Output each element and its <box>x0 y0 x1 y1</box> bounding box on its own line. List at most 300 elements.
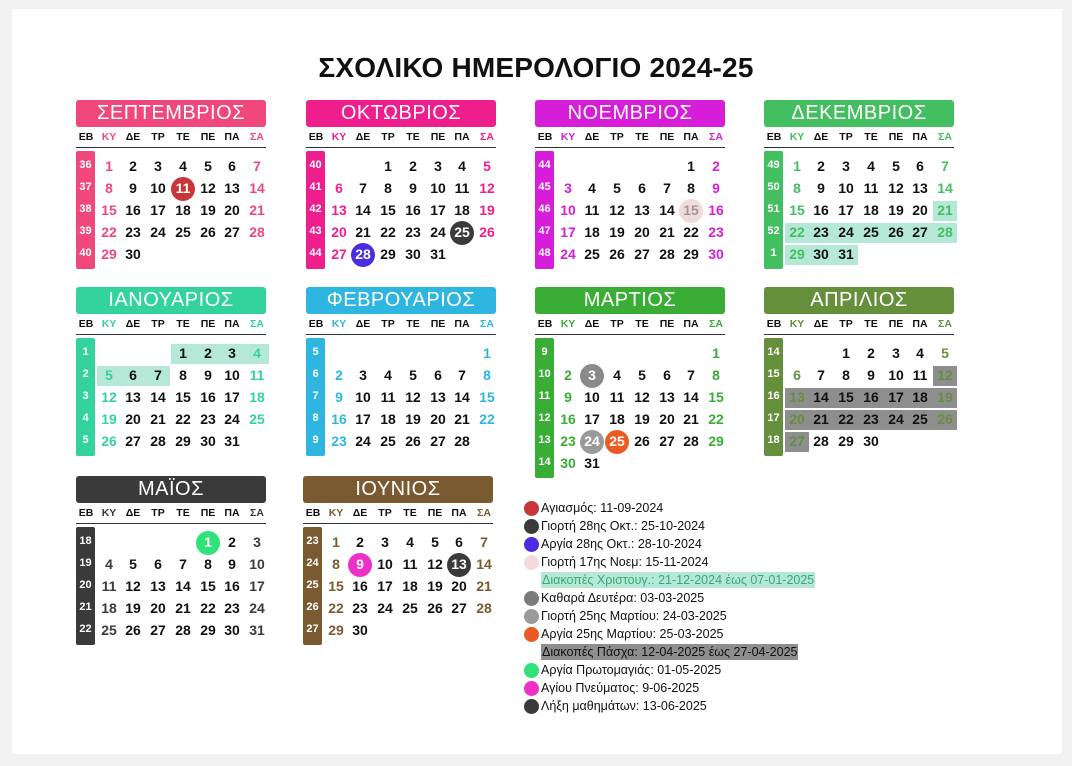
day-number: 21 <box>249 202 265 218</box>
month-dec <box>764 100 954 266</box>
month-header: ΟΚΤΩΒΡΙΟΣ <box>306 100 496 127</box>
day-number: 11 <box>402 556 418 572</box>
legend-label: Αργία 28ης Οκτ.: 28-10-2024 <box>541 537 702 551</box>
week-number: 48 <box>538 247 551 259</box>
day-number: 23 <box>405 224 421 240</box>
day-number: 2 <box>228 534 236 550</box>
day-grid <box>306 335 496 453</box>
weekday-label: ΤΡ <box>610 318 624 330</box>
day-number: 12 <box>405 389 421 405</box>
day-number: 1 <box>204 534 212 550</box>
day-grid <box>76 524 266 642</box>
day-number: 15 <box>683 202 699 218</box>
weekday-label: ΠΕ <box>427 507 443 519</box>
month-feb <box>306 287 496 453</box>
day-grid <box>76 148 266 266</box>
day-number: 22 <box>380 224 396 240</box>
month-header: ΜΑΡΤΙΟΣ <box>535 287 725 314</box>
day-number: 13 <box>224 180 240 196</box>
legend-dot-icon <box>524 501 539 516</box>
day-number: 7 <box>179 556 187 572</box>
day-number: 13 <box>912 180 928 196</box>
day-number: 11 <box>609 389 625 405</box>
day-number: 15 <box>200 578 216 594</box>
day-number: 30 <box>405 246 421 262</box>
day-number: 18 <box>584 224 600 240</box>
day-number: 27 <box>912 224 928 240</box>
day-number: 16 <box>224 578 240 594</box>
day-number: 27 <box>150 622 166 638</box>
week-number: 11 <box>538 390 551 402</box>
week-number: 44 <box>538 159 551 171</box>
day-number: 11 <box>454 180 470 196</box>
month-sep <box>76 100 266 266</box>
day-number: 3 <box>892 345 900 361</box>
weekday-label: ΔΕ <box>125 131 141 143</box>
legend-label: Καθαρά Δευτέρα: 03-03-2025 <box>541 591 705 605</box>
day-number: 24 <box>888 411 904 427</box>
day-number: 25 <box>609 433 625 449</box>
legend-dot-icon <box>524 591 539 606</box>
day-number: 8 <box>687 180 695 196</box>
week-number: 51 <box>767 203 780 215</box>
week-number: 23 <box>306 535 319 547</box>
week-number: 14 <box>767 346 780 358</box>
day-number: 2 <box>356 534 364 550</box>
week-number: 18 <box>79 535 92 547</box>
day-number: 21 <box>175 600 191 616</box>
day-number: 13 <box>331 202 347 218</box>
weekday-label: ΔΕ <box>584 318 600 330</box>
day-number: 30 <box>125 246 141 262</box>
day-number: 15 <box>101 202 117 218</box>
weekday-label: ΠΑ <box>912 318 928 330</box>
week-number: 42 <box>309 203 322 215</box>
month-header: ΔΕΚΕΜΒΡΙΟΣ <box>764 100 954 127</box>
day-number: 13 <box>634 202 650 218</box>
day-grid <box>764 335 954 453</box>
day-number: 10 <box>888 367 904 383</box>
day-number: 16 <box>352 578 368 594</box>
day-number: 7 <box>458 367 466 383</box>
day-number: 4 <box>916 345 924 361</box>
week-number: 52 <box>767 225 780 237</box>
week-number: 20 <box>79 579 92 591</box>
legend-dot-icon <box>524 609 539 624</box>
day-number: 23 <box>813 224 829 240</box>
day-number: 8 <box>105 180 113 196</box>
weekday-label: ΣΑ <box>250 507 264 519</box>
day-number: 10 <box>377 556 393 572</box>
day-number: 2 <box>712 158 720 174</box>
day-number: 7 <box>154 367 162 383</box>
day-number: 12 <box>125 578 141 594</box>
day-number: 16 <box>200 389 216 405</box>
day-number: 29 <box>101 246 117 262</box>
weekday-label: ΤΡ <box>151 507 165 519</box>
day-number: 15 <box>708 389 724 405</box>
day-number: 12 <box>634 389 650 405</box>
day-number: 9 <box>564 389 572 405</box>
day-number: 15 <box>380 202 396 218</box>
day-number: 29 <box>328 622 344 638</box>
day-number: 27 <box>634 246 650 262</box>
day-number: 23 <box>863 411 879 427</box>
weekday-row <box>306 314 496 335</box>
day-grid <box>76 335 266 453</box>
day-number: 6 <box>129 367 137 383</box>
day-number: 12 <box>427 556 443 572</box>
day-number: 10 <box>355 389 371 405</box>
weekday-label: ΠΑ <box>683 131 699 143</box>
week-number: 24 <box>306 557 319 569</box>
day-number: 5 <box>129 556 137 572</box>
weekday-label: ΔΕ <box>355 131 371 143</box>
legend-dot-icon <box>524 663 539 678</box>
month-header: ΦΕΒΡΟΥΑΡΙΟΣ <box>306 287 496 314</box>
week-number: 49 <box>767 159 780 171</box>
month-mar <box>535 287 725 475</box>
day-number: 22 <box>708 411 724 427</box>
month-header: ΣΕΠΤΕΜΒΡΙΟΣ <box>76 100 266 127</box>
day-number: 20 <box>634 224 650 240</box>
day-number: 6 <box>154 556 162 572</box>
day-number: 27 <box>659 433 675 449</box>
weekday-label: ΣΑ <box>938 131 952 143</box>
day-number: 5 <box>892 158 900 174</box>
week-number: 12 <box>538 412 551 424</box>
day-number: 2 <box>817 158 825 174</box>
day-number: 28 <box>454 433 470 449</box>
day-number: 11 <box>380 389 396 405</box>
day-number: 8 <box>204 556 212 572</box>
day-number: 28 <box>813 433 829 449</box>
day-number: 30 <box>224 622 240 638</box>
weekday-label: ΠΕ <box>659 131 675 143</box>
day-number: 6 <box>455 534 463 550</box>
day-number: 26 <box>609 246 625 262</box>
day-number: 1 <box>332 534 340 550</box>
day-number: 15 <box>838 389 854 405</box>
day-number: 5 <box>204 158 212 174</box>
week-number: 16 <box>767 390 780 402</box>
day-number: 17 <box>560 224 576 240</box>
month-may <box>76 476 266 642</box>
day-number: 30 <box>708 246 724 262</box>
month-oct <box>306 100 496 266</box>
day-number: 22 <box>479 411 495 427</box>
day-number: 12 <box>479 180 495 196</box>
day-number: 8 <box>712 367 720 383</box>
day-number: 30 <box>813 246 829 262</box>
weekday-label: ΣΑ <box>709 131 723 143</box>
day-number: 19 <box>888 202 904 218</box>
weekday-label: ΔΕ <box>352 507 368 519</box>
day-number: 24 <box>224 411 240 427</box>
day-number: 4 <box>179 158 187 174</box>
day-number: 25 <box>101 622 117 638</box>
day-grid <box>306 148 496 266</box>
day-number: 16 <box>405 202 421 218</box>
day-number: 25 <box>175 224 191 240</box>
weekday-label: ΤΡ <box>378 507 392 519</box>
day-number: 2 <box>564 367 572 383</box>
weekday-label: ΕΒ <box>78 318 94 330</box>
day-number: 23 <box>125 224 141 240</box>
week-number: 41 <box>309 181 322 193</box>
day-number: 26 <box>937 411 953 427</box>
day-number: 2 <box>335 367 343 383</box>
day-number: 26 <box>101 433 117 449</box>
day-number: 1 <box>384 158 392 174</box>
day-number: 6 <box>638 180 646 196</box>
day-number: 19 <box>427 578 443 594</box>
day-number: 6 <box>916 158 924 174</box>
day-number: 1 <box>712 345 720 361</box>
day-number: 11 <box>101 578 117 594</box>
day-number: 2 <box>204 345 212 361</box>
day-number: 28 <box>355 246 371 262</box>
day-number: 24 <box>838 224 854 240</box>
day-number: 23 <box>331 433 347 449</box>
day-number: 13 <box>430 389 446 405</box>
day-number: 22 <box>838 411 854 427</box>
day-number: 26 <box>427 600 443 616</box>
legend-label: Αγιασμός: 11-09-2024 <box>541 501 664 515</box>
weekday-label: ΠΕ <box>430 131 446 143</box>
weekday-label: ΠΕ <box>200 318 216 330</box>
day-number: 23 <box>352 600 368 616</box>
weekday-label: ΠΕ <box>888 318 904 330</box>
day-number: 25 <box>584 246 600 262</box>
weekday-label: ΤΡ <box>151 318 165 330</box>
day-number: 16 <box>560 411 576 427</box>
weekday-label: ΔΕ <box>813 131 829 143</box>
weekday-label: ΤΡ <box>151 131 165 143</box>
weekday-label: ΚΥ <box>101 507 117 519</box>
weekday-label: ΚΥ <box>331 318 347 330</box>
day-number: 12 <box>888 180 904 196</box>
day-number: 7 <box>359 180 367 196</box>
day-number: 25 <box>249 411 265 427</box>
day-number: 4 <box>458 158 466 174</box>
day-grid <box>764 148 954 266</box>
day-number: 26 <box>888 224 904 240</box>
day-number: 5 <box>409 367 417 383</box>
weekday-label: ΚΥ <box>789 131 805 143</box>
day-number: 30 <box>863 433 879 449</box>
day-number: 14 <box>659 202 675 218</box>
day-grid <box>535 335 725 475</box>
day-number: 25 <box>912 411 928 427</box>
day-number: 24 <box>355 433 371 449</box>
day-number: 3 <box>253 534 261 550</box>
day-number: 20 <box>224 202 240 218</box>
day-number: 6 <box>335 180 343 196</box>
day-number: 9 <box>817 180 825 196</box>
week-number: 25 <box>306 579 319 591</box>
day-number: 18 <box>863 202 879 218</box>
day-number: 19 <box>609 224 625 240</box>
weekday-label: ΚΥ <box>101 318 117 330</box>
day-number: 7 <box>253 158 261 174</box>
week-number: 6 <box>312 368 319 380</box>
week-number: 21 <box>79 601 92 613</box>
day-number: 31 <box>838 246 854 262</box>
weekday-label: ΤΕ <box>176 318 190 330</box>
weekday-label: ΤΡ <box>839 131 853 143</box>
day-number: 8 <box>793 180 801 196</box>
day-number: 21 <box>937 202 953 218</box>
day-number: 22 <box>328 600 344 616</box>
legend-range-label: Διακοπές Πάσχα: 12-04-2025 έως 27-04-2025 <box>542 645 798 659</box>
day-number: 20 <box>789 411 805 427</box>
day-number: 28 <box>937 224 953 240</box>
day-number: 24 <box>584 433 600 449</box>
day-grid <box>303 524 493 642</box>
week-number: 14 <box>538 456 551 468</box>
day-number: 26 <box>125 622 141 638</box>
weekday-label: ΠΕ <box>659 318 675 330</box>
day-number: 28 <box>150 433 166 449</box>
day-number: 14 <box>476 556 492 572</box>
week-number: 27 <box>306 623 319 635</box>
day-number: 8 <box>179 367 187 383</box>
weekday-label: ΤΕ <box>403 507 417 519</box>
day-number: 7 <box>817 367 825 383</box>
weekday-label: ΠΑ <box>224 318 240 330</box>
day-number: 25 <box>863 224 879 240</box>
day-number: 18 <box>402 578 418 594</box>
day-number: 2 <box>409 158 417 174</box>
weekday-label: ΣΑ <box>250 131 264 143</box>
week-number: 38 <box>79 203 92 215</box>
weekday-label: ΣΑ <box>477 507 491 519</box>
day-number: 19 <box>200 202 216 218</box>
day-number: 28 <box>175 622 191 638</box>
day-number: 9 <box>356 556 364 572</box>
day-number: 13 <box>659 389 675 405</box>
day-number: 18 <box>101 600 117 616</box>
week-number: 3 <box>82 390 89 402</box>
week-number: 1 <box>770 247 777 259</box>
month-header: ΙΑΝΟΥΑΡΙΟΣ <box>76 287 266 314</box>
weekday-label: ΕΒ <box>78 507 94 519</box>
day-number: 26 <box>634 433 650 449</box>
day-number: 7 <box>480 534 488 550</box>
weekday-row <box>535 314 725 335</box>
day-number: 1 <box>793 158 801 174</box>
week-number: 47 <box>538 225 551 237</box>
month-header: ΙΟΥΝΙΟΣ <box>303 476 493 503</box>
day-number: 19 <box>101 411 117 427</box>
day-number: 22 <box>683 224 699 240</box>
day-number: 14 <box>150 389 166 405</box>
month-jan <box>76 287 266 453</box>
day-number: 19 <box>937 389 953 405</box>
weekday-label: ΕΒ <box>766 318 782 330</box>
day-number: 10 <box>150 180 166 196</box>
day-number: 1 <box>842 345 850 361</box>
day-number: 19 <box>125 600 141 616</box>
week-number: 18 <box>767 434 780 446</box>
day-number: 29 <box>200 622 216 638</box>
weekday-label: ΚΥ <box>328 507 344 519</box>
legend-dot-icon <box>524 555 539 570</box>
day-number: 13 <box>451 556 467 572</box>
day-number: 14 <box>454 389 470 405</box>
day-number: 4 <box>384 367 392 383</box>
weekday-label: ΤΕ <box>864 131 878 143</box>
day-number: 25 <box>402 600 418 616</box>
legend-label: Γιορτή 17ης Νοεμ: 15-11-2024 <box>541 555 709 569</box>
day-number: 14 <box>813 389 829 405</box>
week-number: 4 <box>82 412 89 424</box>
weekday-label: ΠΑ <box>224 131 240 143</box>
day-number: 13 <box>125 389 141 405</box>
month-header: ΝΟΕΜΒΡΙΟΣ <box>535 100 725 127</box>
day-number: 20 <box>912 202 928 218</box>
weekday-label: ΕΒ <box>537 131 553 143</box>
month-apr <box>764 287 954 453</box>
day-number: 1 <box>483 345 491 361</box>
day-number: 20 <box>331 224 347 240</box>
weekday-label: ΤΕ <box>635 131 649 143</box>
day-number: 24 <box>150 224 166 240</box>
day-number: 5 <box>941 345 949 361</box>
day-number: 11 <box>249 367 265 383</box>
weekday-label: ΤΕ <box>176 131 190 143</box>
weekday-label: ΠΑ <box>454 131 470 143</box>
day-number: 24 <box>249 600 265 616</box>
day-number: 3 <box>564 180 572 196</box>
day-number: 10 <box>838 180 854 196</box>
day-number: 3 <box>359 367 367 383</box>
day-number: 3 <box>434 158 442 174</box>
day-number: 17 <box>224 389 240 405</box>
weekday-label: ΔΕ <box>813 318 829 330</box>
month-nov <box>535 100 725 266</box>
week-number: 26 <box>306 601 319 613</box>
day-number: 4 <box>253 345 261 361</box>
day-number: 1 <box>105 158 113 174</box>
day-number: 15 <box>789 202 805 218</box>
day-number: 18 <box>380 411 396 427</box>
day-number: 21 <box>813 411 829 427</box>
week-number: 2 <box>82 368 89 380</box>
day-number: 8 <box>483 367 491 383</box>
day-number: 4 <box>406 534 414 550</box>
day-number: 6 <box>434 367 442 383</box>
week-number: 46 <box>538 203 551 215</box>
legend-dot-icon <box>524 537 539 552</box>
day-number: 18 <box>912 389 928 405</box>
weekday-label: ΤΡ <box>381 131 395 143</box>
weekday-row <box>76 314 266 335</box>
weekday-label: ΣΑ <box>250 318 264 330</box>
day-number: 28 <box>683 433 699 449</box>
day-number: 10 <box>224 367 240 383</box>
weekday-label: ΚΥ <box>560 318 576 330</box>
week-number: 15 <box>767 368 780 380</box>
week-number: 9 <box>312 434 319 446</box>
day-number: 20 <box>150 600 166 616</box>
day-number: 24 <box>560 246 576 262</box>
day-number: 3 <box>154 158 162 174</box>
day-number: 9 <box>129 180 137 196</box>
day-number: 8 <box>332 556 340 572</box>
day-number: 5 <box>613 180 621 196</box>
